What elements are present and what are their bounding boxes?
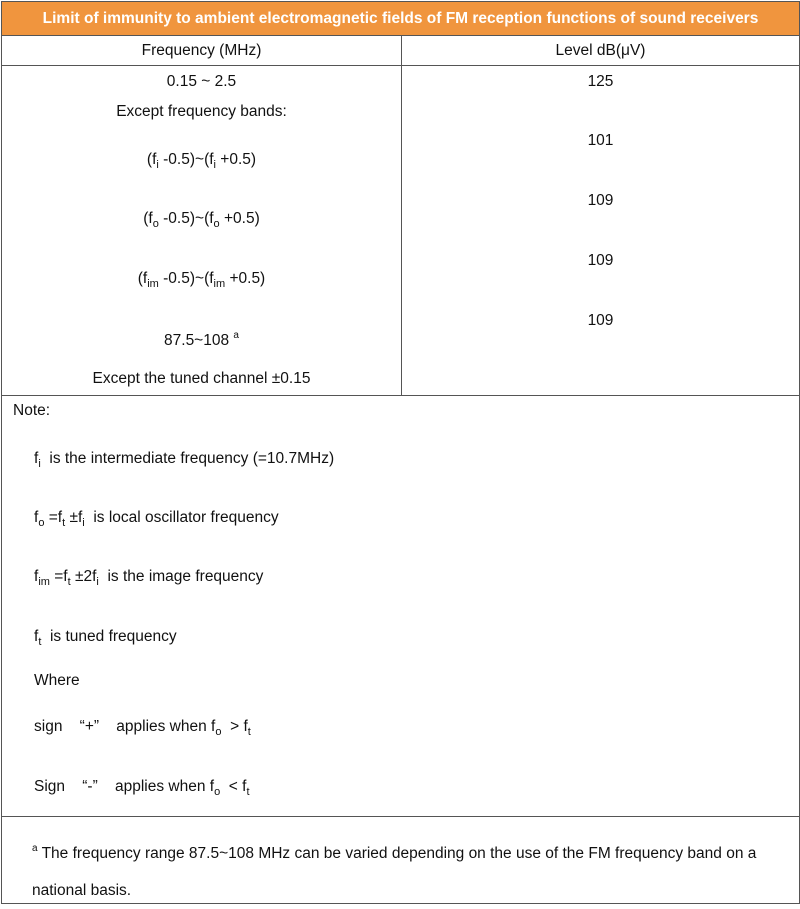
freq-range-fm: 87.5~108 $^a$ xyxy=(164,330,239,349)
level-value-2: 101 xyxy=(587,132,614,149)
level-value-3: 109 xyxy=(587,192,614,209)
note-label: Note: xyxy=(13,402,51,419)
note-fo: $f_o =f_t \pm f_i$ is local oscillator frequency xyxy=(34,509,279,529)
note-sign-plus: sign “+” applies when $f_o > f_t$ xyxy=(34,718,251,738)
freq-range-1: 0.15 ~ 2.5 xyxy=(166,73,237,90)
level-value-1: 125 xyxy=(587,73,614,90)
note-where: Where xyxy=(34,672,80,689)
tuned-channel-exception: Except the tuned channel ±0.15 xyxy=(92,370,311,387)
freq-band-fi: ($f_i$ $-0.5)\sim(f_i +0.5)$ xyxy=(146,151,257,171)
footnote-cell xyxy=(2,817,800,904)
except-bands-label: Except frequency bands: xyxy=(116,103,287,120)
table-title: Limit of immunity to ambient electromagnetic fields of FM reception functions of sound receivers xyxy=(2,2,800,36)
level-value-4: 109 xyxy=(587,252,614,269)
note-fim: $f_{im} =f_t \pm 2f_i$ is the image frequency xyxy=(34,568,264,588)
note-fi: $f_i$ is the intermediate frequency (=10.7MHz) xyxy=(34,450,335,470)
freq-band-fo: ($f_o$ $-0.5)\sim(f_o +0.5)$ xyxy=(143,210,260,230)
note-ft: $f_t$ is tuned frequency xyxy=(34,628,177,648)
freq-band-fim: ($f_{im}$ $-0.5)\sim(f_{im} +0.5)$ xyxy=(137,270,266,290)
frequency-cell xyxy=(2,66,402,396)
level-cell xyxy=(402,66,800,396)
header-level: Level dB(μV) xyxy=(402,36,800,66)
note-sign-minus: Sign “-” applies when $f_o < f_t$ xyxy=(34,778,250,798)
note-cell xyxy=(2,396,800,817)
level-value-5: 109 xyxy=(587,312,614,329)
header-frequency: Frequency (MHz) xyxy=(2,36,402,66)
immunity-limit-table xyxy=(1,1,800,904)
footnote-text: $^a$ The frequency range 87.5~108 MHz can be varied depending on the use of the FM frequency band on a national basis. xyxy=(32,843,757,899)
